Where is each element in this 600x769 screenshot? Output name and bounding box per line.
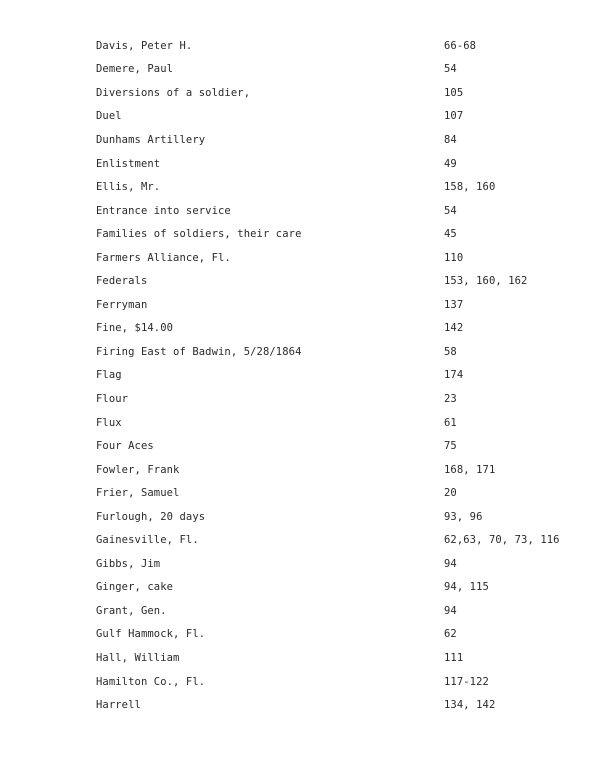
index-term: Flux: [96, 416, 122, 429]
index-page-numbers: 137: [444, 298, 464, 311]
index-term: Families of soldiers, their care: [96, 228, 302, 241]
index-entry: [96, 175, 576, 199]
index-term: Four Aces: [96, 440, 154, 453]
index-entry: [96, 246, 576, 270]
index-entry: [96, 58, 576, 82]
index-term: Furlough, 20 days: [96, 510, 206, 523]
index-term: Davis, Peter H.: [96, 39, 193, 52]
index-entry: [96, 105, 576, 129]
index-term: Hamilton Co., Fl.: [96, 675, 206, 688]
index-term: Firing East of Badwin, 5/28/1864: [96, 345, 302, 358]
index-term: Enlistment: [96, 157, 161, 170]
index-entry: [96, 293, 576, 317]
index-page-numbers: 93, 96: [444, 510, 483, 523]
index-entry: [96, 646, 576, 670]
index-entry: [96, 670, 576, 694]
index-term: Harrell: [96, 699, 141, 712]
index-entry: [96, 34, 576, 58]
index-page-numbers: 168, 171: [444, 463, 496, 476]
index-entry: [96, 552, 576, 576]
index-page-numbers: 20: [444, 487, 457, 500]
index-entry: [96, 599, 576, 623]
index-list: [96, 34, 576, 717]
index-entry: [96, 222, 576, 246]
index-term: Hall, William: [96, 651, 180, 664]
index-page-numbers: 153, 160, 162: [444, 275, 528, 288]
index-entry: [96, 481, 576, 505]
index-page-numbers: 107: [444, 110, 464, 123]
index-term: Demere, Paul: [96, 63, 174, 76]
index-term: Ferryman: [96, 298, 148, 311]
index-term: Grant, Gen.: [96, 604, 167, 617]
index-page-numbers: 174: [444, 369, 464, 382]
index-term: Flag: [96, 369, 122, 382]
index-term: Federals: [96, 275, 148, 288]
index-page-numbers: 117-122: [444, 675, 489, 688]
index-term: Ellis, Mr.: [96, 181, 161, 194]
index-term: Gulf Hammock, Fl.: [96, 628, 206, 641]
index-entry: [96, 152, 576, 176]
index-term: Frier, Samuel: [96, 487, 180, 500]
index-term: Dunhams Artillery: [96, 133, 206, 146]
index-term: Entrance into service: [96, 204, 231, 217]
index-page-numbers: 111: [444, 651, 464, 664]
index-page-numbers: 110: [444, 251, 464, 264]
index-term: Gainesville, Fl.: [96, 534, 199, 547]
index-entry: [96, 623, 576, 647]
index-entry: [96, 576, 576, 600]
index-term: Fine, $14.00: [96, 322, 174, 335]
index-page-numbers: 61: [444, 416, 457, 429]
index-entry: [96, 528, 576, 552]
index-entry: [96, 434, 576, 458]
index-term: Farmers Alliance, Fl.: [96, 251, 231, 264]
index-entry: [96, 693, 576, 717]
index-page-numbers: 105: [444, 86, 464, 99]
index-term: Ginger, cake: [96, 581, 174, 594]
index-page-numbers: 54: [444, 204, 457, 217]
index-entry: [96, 458, 576, 482]
index-page-numbers: 94: [444, 604, 457, 617]
index-page-numbers: 49: [444, 157, 457, 170]
index-entry: [96, 364, 576, 388]
index-page-numbers: 94: [444, 557, 457, 570]
index-entry: [96, 81, 576, 105]
index-entry: [96, 128, 576, 152]
index-page-numbers: 158, 160: [444, 181, 496, 194]
index-entry: [96, 199, 576, 223]
index-page-numbers: 142: [444, 322, 464, 335]
index-page-numbers: 45: [444, 228, 457, 241]
index-entry: [96, 269, 576, 293]
index-entry: [96, 387, 576, 411]
index-entry: [96, 411, 576, 435]
index-entry: [96, 505, 576, 529]
index-term: Diversions of a soldier,: [96, 86, 251, 99]
index-entry: [96, 340, 576, 364]
index-page-numbers: 62,63, 70, 73, 116: [444, 534, 560, 547]
index-term: Fowler, Frank: [96, 463, 180, 476]
index-entry: [96, 317, 576, 341]
index-page-numbers: 84: [444, 133, 457, 146]
index-page-numbers: 94, 115: [444, 581, 489, 594]
index-page-numbers: 58: [444, 345, 457, 358]
index-page-numbers: 62: [444, 628, 457, 641]
index-term: Duel: [96, 110, 122, 123]
index-term: Gibbs, Jim: [96, 557, 161, 570]
index-page-numbers: 54: [444, 63, 457, 76]
index-page-numbers: 23: [444, 392, 457, 405]
index-page-numbers: 75: [444, 440, 457, 453]
index-term: Flour: [96, 392, 129, 405]
index-page-numbers: 134, 142: [444, 699, 496, 712]
index-page-numbers: 66-68: [444, 39, 477, 52]
